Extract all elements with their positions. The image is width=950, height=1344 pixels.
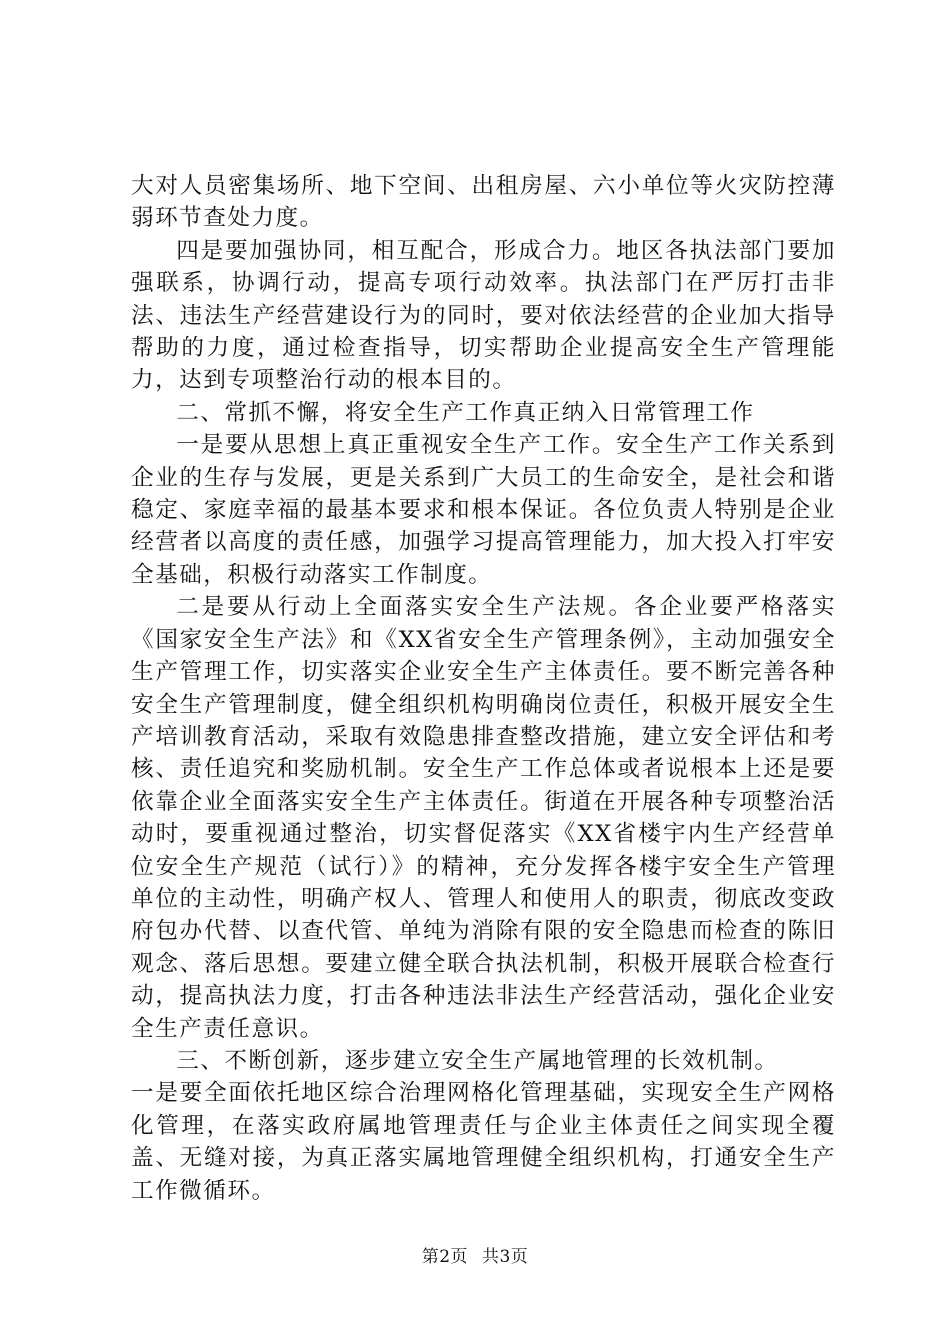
page-number: 第2页 (421, 1247, 469, 1267)
page-footer (0, 1246, 950, 1268)
paragraph-2: 四是要加强协同，相互配合，形成合力。地区各执法部门要加强联系，协调行动，提高专项行动效率。执法部门在严厉打击非法、违法生产经营建设行为的同时，要对依法经营的企业加大指导帮助的力度，通过检查指导，切实帮助企业提高安全生产管理能力，达到专项整治行动的根本目的。 (131, 237, 836, 394)
section-heading-3: 三、不断创新，逐步建立安全生产属地管理的长效机制。 (176, 1047, 779, 1074)
paragraph-4: 二是要从行动上全面落实安全生产法规。各企业要严格落实《国家安全生产法》和《XX省安全生产管理条例》，主动加强安全生产管理工作，切实落实企业安全生产主体责任。要不断完善各种安全生产管理制度，健全组织机构明确岗位责任，积极开展安全生产培训教育活动，采取有效隐患排查整改措施，建立安全评估和考核、责任追究和奖励机制。安全生产工作总体或者说根本上还是要依靠企业全面落实安全生产主体责任。街道在开展各种专项整治活动时，要重视通过整治，切实督促落实《XX省楼宇内生产经营单位安全生产规范（试行）》的精神，充分发挥各楼宇安全生产管理单位的主动性，明确产权人、管理人和使用人的职责，彻底改变政府包办代替、以查代管、单纯为消除有限的安全隐患而检查的陈旧观念、落后思想。要建立健全联合执法机制，积极开展联合检查行动，提高执法力度，打击各种违法非法生产经营活动，强化企业安全生产责任意识。 (131, 594, 836, 1042)
paragraph-3: 一是要从思想上真正重视安全生产工作。安全生产工作关系到企业的生存与发展，更是关系到广大员工的生命安全，是社会和谐稳定、家庭幸福的最基本要求和根本保证。各位负责人特别是企业经营者以高度的责任感，加强学习提高管理能力，加大投入打牢安全基础，积极行动落实工作制度。 (131, 432, 836, 588)
document-body (131, 170, 836, 1207)
paragraph-5: 一是要全面依托地区综合治理网格化管理基础，实现安全生产网格化管理，在落实政府属地管理责任与企业主体责任之间实现全覆盖、无缝对接，为真正落实属地管理健全组织机构，打通安全生产工作微循环。 (131, 1080, 836, 1204)
page-total: 共3页 (481, 1247, 529, 1267)
section-heading-2: 二、常抓不懈，将安全生产工作真正纳入日常管理工作 (176, 399, 755, 426)
paragraph-1: 大对人员密集场所、地下空间、出租房屋、六小单位等火灾防控薄弱环节查处力度。 (131, 173, 836, 232)
